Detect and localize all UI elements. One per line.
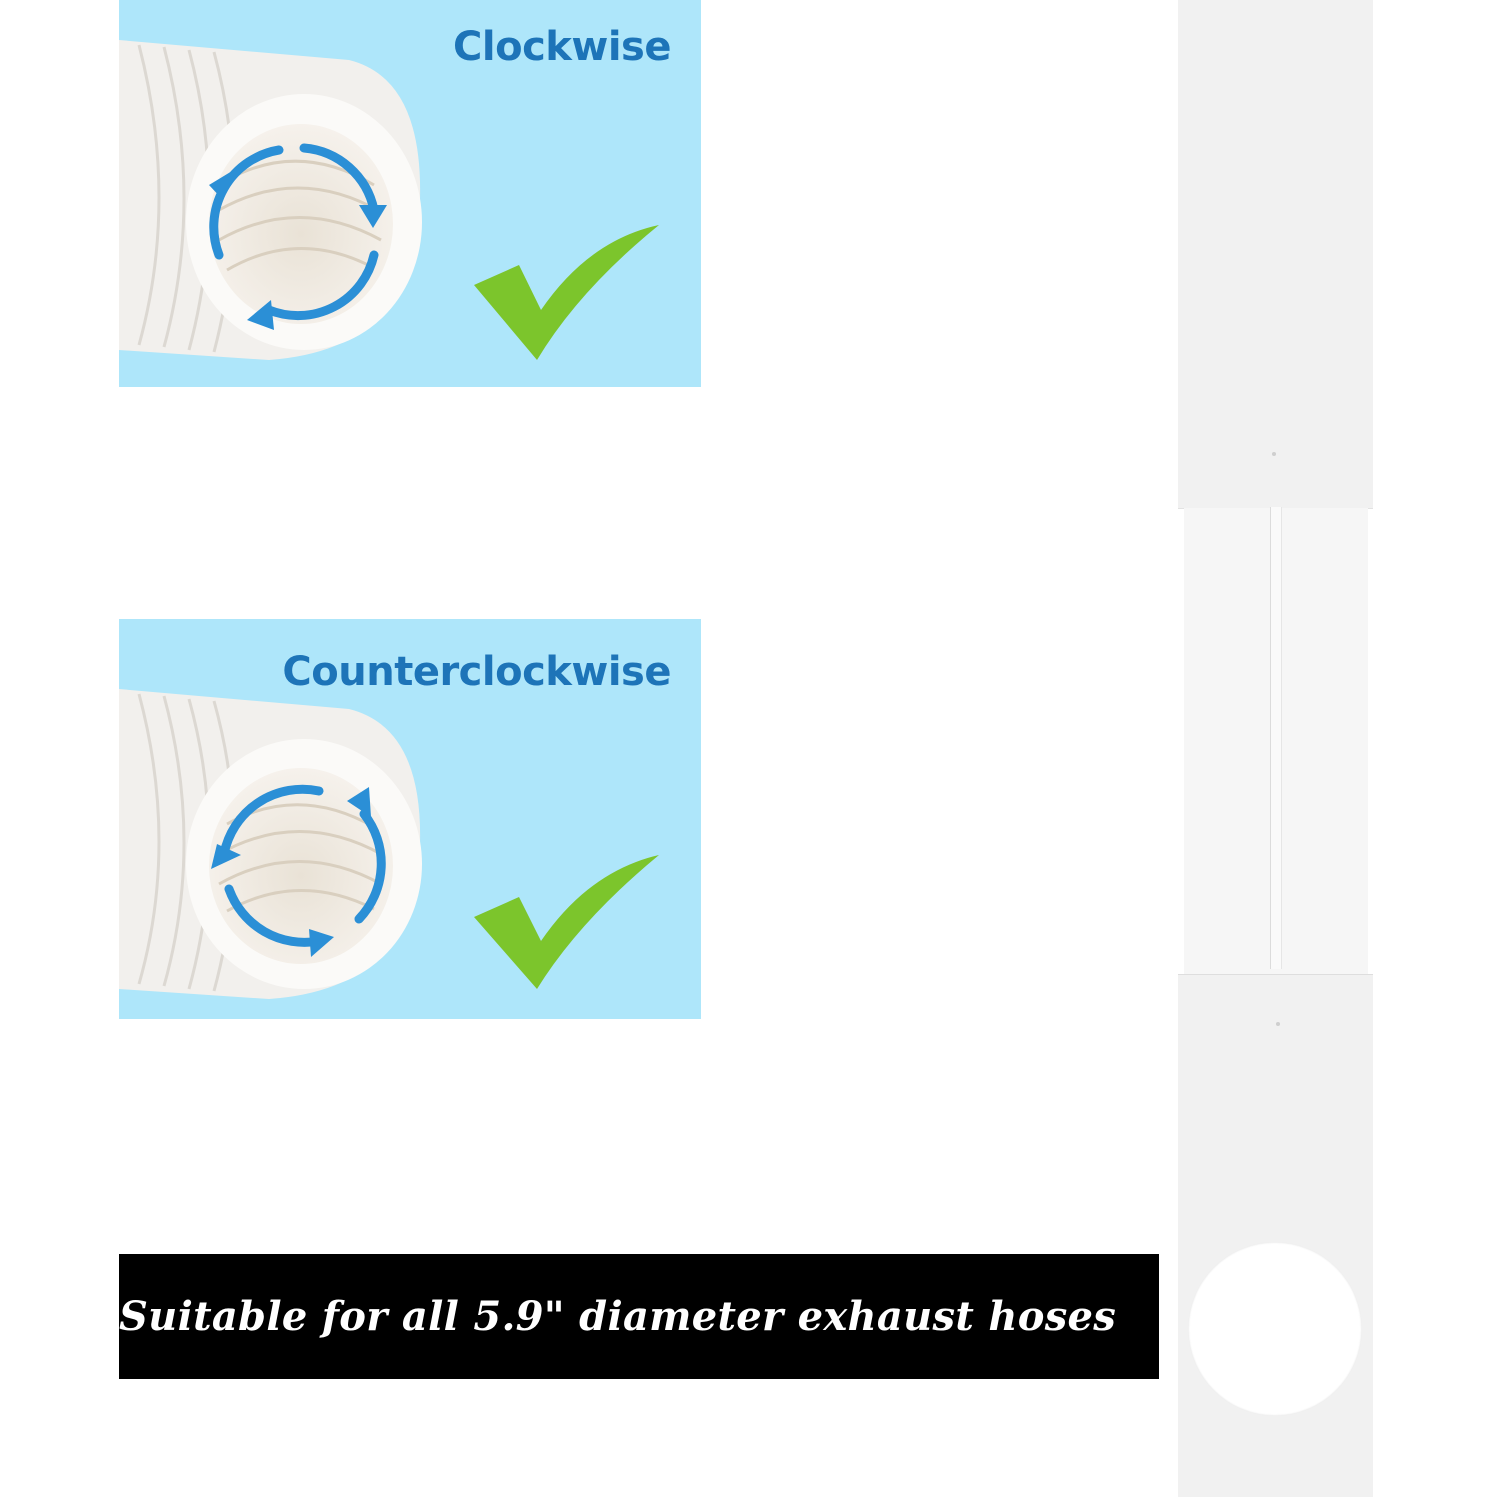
- screw-hole: [1276, 1022, 1280, 1026]
- caption-bar: [119, 1254, 1159, 1379]
- caption-text: Suitable for all 5.9" diameter exhaust hoses: [119, 1293, 1117, 1340]
- check-icon: [474, 855, 659, 989]
- panel-title: Counterclockwise: [282, 649, 671, 695]
- clockwise-panel: [119, 0, 701, 387]
- screw-hole: [1272, 452, 1276, 456]
- hose-opening: [1188, 1242, 1362, 1416]
- window-kit-upper-panel: [1178, 0, 1373, 509]
- window-kit-lower-panel: [1178, 974, 1373, 1497]
- panel-title: Clockwise: [453, 24, 671, 70]
- check-icon: [474, 225, 659, 360]
- window-kit-slot: [1270, 507, 1282, 969]
- counterclockwise-panel: [119, 619, 701, 1019]
